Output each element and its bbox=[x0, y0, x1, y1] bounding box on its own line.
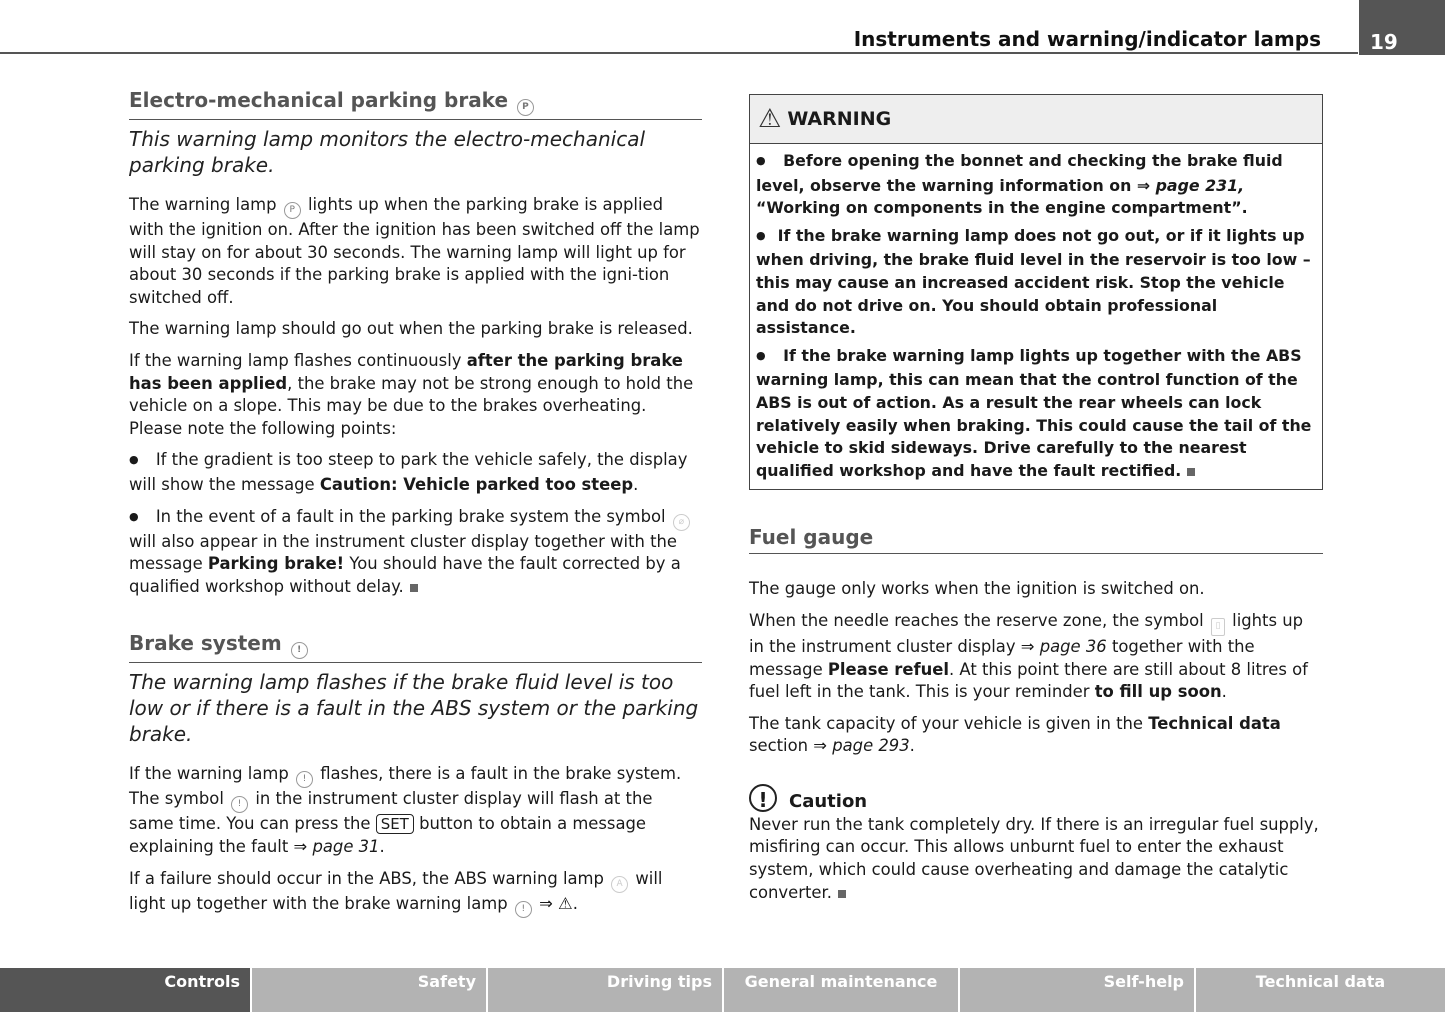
warning-header bbox=[750, 95, 1322, 144]
warning-body bbox=[750, 144, 1322, 489]
page-reference[interactable]: page 293 bbox=[832, 736, 910, 756]
fuel-reserve-icon: ▯ bbox=[1211, 618, 1225, 636]
caution-header bbox=[749, 782, 1323, 812]
warning-bullet: ● Before opening the bonnet and checking the brake fluid level, observe the warning information on ⇒ page 231, “Working on components in the engine compartment”. bbox=[756, 150, 1316, 220]
page-header-title: Instruments and warning/indicator lamps bbox=[853, 27, 1321, 51]
footer-tab-controls[interactable]: Controls bbox=[0, 968, 252, 1012]
brake-warning-icon: ! bbox=[231, 796, 248, 813]
paragraph: The gauge only works when the ignition is switched on. bbox=[749, 579, 1205, 599]
end-of-section-mark bbox=[838, 890, 846, 898]
warning-bullet: ● If the brake warning lamp lights up together with the ABS warning lamp, this can mean that the control function of the ABS is out of action. As a result the rear wheels can lock relatively easily when braking. This could cause the tail of the vehicle to skid sideways. Drive carefully to the nearest qualified workshop and have the fault rectified. bbox=[756, 345, 1316, 483]
parking-brake-icon: P bbox=[284, 202, 301, 219]
footer-nav bbox=[0, 968, 1445, 1012]
section-heading-parking-brake: Electro-mechanical parking brake P bbox=[129, 87, 702, 120]
section-lead: This warning lamp monitors the electro-mechanical parking brake. bbox=[129, 127, 646, 177]
bullet-item: ● In the event of a fault in the parking brake system the symbol ⌀ will also appear in the instrument cluster display together with the message Parking brake! You should have the fault corrected by a qualified workshop without delay. bbox=[129, 506, 702, 599]
header-rule bbox=[0, 52, 1358, 54]
brake-warning-icon: ! bbox=[296, 771, 313, 788]
section-lead: The warning lamp flashes if the brake fluid level is too low or if there is a fault in the ABS system or the parking brake. bbox=[129, 670, 699, 747]
footer-tab-self-help[interactable]: Self-help bbox=[960, 968, 1196, 1012]
footer-tab-general-maintenance[interactable]: General maintenance bbox=[724, 968, 960, 1012]
bullet-item: ● If the gradient is too steep to park the vehicle safely, the display will show the message Caution: Vehicle parked too steep. bbox=[129, 449, 702, 496]
page-reference[interactable]: page 31 bbox=[312, 836, 380, 856]
brake-warning-icon: ! bbox=[515, 901, 532, 918]
section-heading-brake-system: Brake system ! bbox=[129, 630, 702, 663]
paragraph: If a failure should occur in the ABS, the ABS warning lamp A will light up together with the brake warning lamp ! ⇒ ⚠. bbox=[129, 868, 702, 918]
page-number: 19 bbox=[1359, 0, 1445, 55]
paragraph: When the needle reaches the reserve zone, the symbol ▯ lights up in the instrument cluster display ⇒ page 36 together with the message Please refuel. At this point there are still about 8 litres of fuel left in the tank. This is your reminder to fill up soon. bbox=[749, 610, 1308, 702]
right-column bbox=[749, 87, 1323, 913]
section-heading-fuel-gauge: Fuel gauge bbox=[749, 524, 1323, 554]
brake-warning-icon: ! bbox=[291, 642, 308, 659]
warning-triangle-icon[interactable]: ⚠ bbox=[558, 893, 573, 913]
caution-icon: ! bbox=[749, 784, 777, 812]
warning-box bbox=[749, 94, 1323, 490]
paragraph: The warning lamp P lights up when the parking brake is applied with the ignition on. After the ignition has been switched off the lamp will stay on for about 30 seconds. The warning lamp will light up for about 30 seconds if the parking brake is applied with the igni-tion switched off. bbox=[129, 195, 700, 307]
footer-tab-technical-data[interactable]: Technical data bbox=[1196, 968, 1445, 1012]
page-reference[interactable]: page 231, bbox=[1155, 175, 1245, 195]
warning-bullet: ● If the brake warning lamp does not go out, or if it lights up when driving, the brake fluid level in the reservoir is too low – this may cause an increased accident risk. Stop the vehicle and do not drive on. You should obtain professional assistance. bbox=[756, 225, 1316, 340]
caution-title: Caution bbox=[789, 790, 868, 812]
left-column bbox=[129, 87, 702, 927]
footer-tab-driving-tips[interactable]: Driving tips bbox=[488, 968, 724, 1012]
warning-title: WARNING bbox=[787, 108, 892, 130]
paragraph: The tank capacity of your vehicle is given in the Technical data section ⇒ page 293. bbox=[749, 713, 1281, 756]
footer-tab-safety[interactable]: Safety bbox=[252, 968, 488, 1012]
paragraph: If the warning lamp flashes continuously after the parking brake has been applied, the brake may not be strong enough to hold the vehicle on a slope. This may be due to the brakes overheating. Please note the following points: bbox=[129, 350, 694, 438]
set-key: SET bbox=[376, 814, 414, 834]
end-of-section-mark bbox=[1187, 468, 1195, 476]
end-of-section-mark bbox=[410, 584, 418, 592]
warning-triangle-icon: ⚠ bbox=[758, 104, 782, 134]
page-reference[interactable]: page 36 bbox=[1039, 636, 1107, 656]
abs-warning-icon: A bbox=[611, 876, 628, 893]
parking-brake-fault-icon: ⌀ bbox=[673, 514, 690, 531]
paragraph: If the warning lamp ! flashes, there is a fault in the brake system. The symbol ! in the instrument cluster display will flash at the same time. You can press the SET button to obtain a message explaining the fault ⇒ page 31. bbox=[129, 764, 682, 856]
caution-text: Never run the tank completely dry. If there is an irregular fuel supply, misfiring can occur. This allows unburnt fuel to enter the exhaust system, which could cause overheating and damage the catalytic converter. bbox=[749, 814, 1319, 902]
parking-brake-icon: P bbox=[517, 99, 534, 116]
paragraph: The warning lamp should go out when the parking brake is released. bbox=[129, 319, 693, 339]
